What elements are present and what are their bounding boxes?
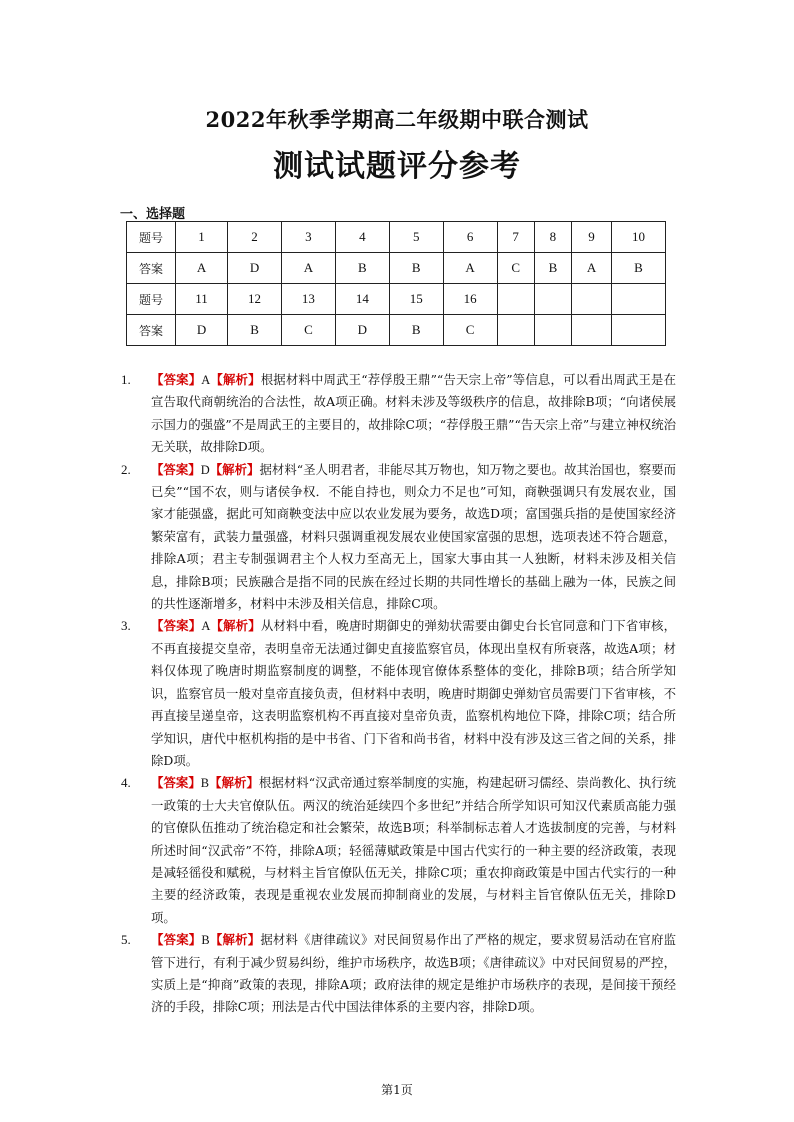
table-cell: 13 xyxy=(281,284,335,315)
table-cell: 16 xyxy=(443,284,497,315)
answer-tag: 【答案】 xyxy=(151,932,202,948)
table-cell xyxy=(612,315,666,346)
answer-letter: B xyxy=(200,776,210,791)
list-item xyxy=(121,929,676,1019)
table-cell xyxy=(497,284,534,315)
document-title: 2022年秋季学期高二年级期中联合测试 xyxy=(205,107,589,132)
answer-letter: A xyxy=(201,619,211,634)
table-cell: 9 xyxy=(572,222,612,253)
question-number: 3. xyxy=(121,618,131,634)
analysis-text: 根据材料“汉武帝通过察举制度的实施，构建起研习儒经、崇尚教化、执行统一政策的士大夫官僚队伍。两汉的统治延续四个多世纪”并结合所学知识可知汉代素质高能力强的官僚队伍推动了统治稳定和社会繁荣，故选B项；科举制标志着人才选拔制度的完善，与材料所述时间“汉武帝”不符，排除A项；轻徭薄赋政策是中国古代实行的一种主要的经济政策，表现是减轻徭役和赋税，与材料主旨官僚队伍无关，排除C项；重农抑商政策是中国古代实行的一种主要的经济政策，表现是重视农业发展而抑制商业的发展，与材料主旨官僚队伍无关，排除D项。 xyxy=(151,775,677,925)
question-number: 2. xyxy=(121,461,131,477)
table-cell: B xyxy=(228,315,282,346)
table-cell: B xyxy=(389,315,443,346)
table-cell xyxy=(534,315,571,346)
table-cell: 6 xyxy=(443,222,497,253)
table-cell: D xyxy=(228,253,282,284)
table-cell: B xyxy=(534,253,571,284)
table-cell xyxy=(572,284,612,315)
row-header: 题号 xyxy=(127,284,176,315)
answer-tag: 【答案】 xyxy=(151,618,202,634)
list-item xyxy=(121,369,676,459)
table-row xyxy=(127,222,666,253)
table-cell: A xyxy=(176,253,228,284)
question-number: 1. xyxy=(121,372,131,387)
table-cell xyxy=(497,315,534,346)
table-cell: C xyxy=(281,315,335,346)
table-cell: 2 xyxy=(228,222,282,253)
question-number: 5. xyxy=(121,932,131,948)
analysis-tag: 【解析】 xyxy=(210,618,261,634)
document-subtitle: 测试试题评分参考 xyxy=(273,149,521,184)
table-cell xyxy=(534,284,571,315)
analysis-tag: 【解析】 xyxy=(209,775,259,791)
table-row xyxy=(127,284,666,315)
question-list xyxy=(121,369,676,1019)
analysis-tag: 【解析】 xyxy=(210,372,261,387)
table-cell: D xyxy=(335,315,389,346)
answer-tag: 【答案】 xyxy=(151,775,201,791)
answer-table xyxy=(126,221,666,346)
list-item xyxy=(121,615,676,772)
table-cell: 5 xyxy=(389,222,443,253)
table-cell: 11 xyxy=(176,284,228,315)
table-cell: 8 xyxy=(534,222,571,253)
row-header: 答案 xyxy=(127,315,176,346)
analysis-text: 据材料“圣人明君者，非能尽其万物也，知万物之要也。故其治国也，察要而已矣”“国不农，则与诸侯争权．不能自持也，则众力不足也”可知，商鞅强调只有发展农业，国家才能强盛，据此可知商鞅变法中应以农业发展为要务，故选D项；富国强兵指的是使国家经济繁荣富有，武装力量强盛，材料只强调重视发展农业使国家富强的思想，选项表述不符合题意，排除A项；君主专制强调君主个人权力至高无上，国家大事由其一人独断，材料未涉及相关信息，排除B项；民族融合是指不同的民族在经过长期的共同性增长的基础上融为一体，民族之间的共性逐渐增多，材料中未涉及相关信息，排除C项。 xyxy=(151,461,677,612)
row-header: 答案 xyxy=(127,253,176,284)
table-cell: C xyxy=(443,315,497,346)
table-row xyxy=(127,315,666,346)
table-cell xyxy=(612,284,666,315)
analysis-text: 据材料《唐律疏议》对民间贸易作出了严格的规定，要求贸易活动在官府监管下进行，有利于减少贸易纠纷，维护市场秩序，故选B项；《唐律疏议》中对民间贸易的严控，实质上是“抑商”政策的表现，排除A项；政府法律的规定是维护市场秩序的表现，是间接干预经济的手段，排除C项；刑法是古代中国法律体系的主要内容，排除D项。 xyxy=(151,932,677,1015)
table-cell: D xyxy=(176,315,228,346)
table-cell: A xyxy=(443,253,497,284)
row-header: 题号 xyxy=(127,222,176,253)
analysis-tag: 【解析】 xyxy=(209,461,260,477)
table-row xyxy=(127,253,666,284)
answer-letter: A xyxy=(201,373,211,387)
answer-tag: 【答案】 xyxy=(151,372,202,387)
table-cell: 3 xyxy=(281,222,335,253)
table-cell: 14 xyxy=(335,284,389,315)
table-cell: B xyxy=(389,253,443,284)
question-number: 4. xyxy=(121,775,131,791)
answer-letter: D xyxy=(200,462,210,477)
table-cell: 7 xyxy=(497,222,534,253)
table-cell: B xyxy=(612,253,666,284)
table-cell: B xyxy=(335,253,389,284)
table-cell: A xyxy=(281,253,335,284)
table-cell: 4 xyxy=(335,222,389,253)
table-cell: 12 xyxy=(228,284,282,315)
list-item xyxy=(121,772,676,929)
section-heading: 一、选择题 xyxy=(120,207,186,222)
page-number: 第1页 xyxy=(381,1083,413,1097)
list-item xyxy=(121,459,676,616)
analysis-text: 从材料中看，晚唐时期御史的弹劾状需要由御史台长官同意和门下省审核，不再直接提交皇帝，表明皇帝无法通过御史直接监察官员，体现出皇权有所衰落，故选A项；材料仅体现了晚唐时期监察制度的调整，不能体现官僚体系整体的变化，排除B项；结合所学知识，监察官员一般对皇帝直接负责，但材料中表明，晚唐时期御史弹劾官员需要门下省审核，不再直接呈递皇帝，这表明监察机构不再直接对皇帝负责，监察机构地位下降，排除C项；结合所学知识，唐代中枢机构指的是中书省、门下省和尚书省，材料中没有涉及这三省之间的关系，排除D项。 xyxy=(151,618,677,768)
table-cell: C xyxy=(497,253,534,284)
analysis-text: 根据材料中周武王“荐俘殷王鼎”“告天宗上帝”等信息，可以看出周武王是在宣告取代商朝统治的合法性，故A项正确。材料未涉及等级秩序的信息，故排除B项；“向诸侯展示国力的强盛”不是周武王的主要目的，故排除C项；“荐俘殷王鼎”“告天宗上帝”与建立神权统治无关联，故排除D项。 xyxy=(151,372,677,455)
table-cell xyxy=(572,315,612,346)
table-cell: 1 xyxy=(176,222,228,253)
table-cell: A xyxy=(572,253,612,284)
table-cell: 10 xyxy=(612,222,666,253)
analysis-tag: 【解析】 xyxy=(209,932,261,948)
answer-tag: 【答案】 xyxy=(151,461,201,477)
table-cell: 15 xyxy=(389,284,443,315)
answer-letter: B xyxy=(201,933,210,948)
